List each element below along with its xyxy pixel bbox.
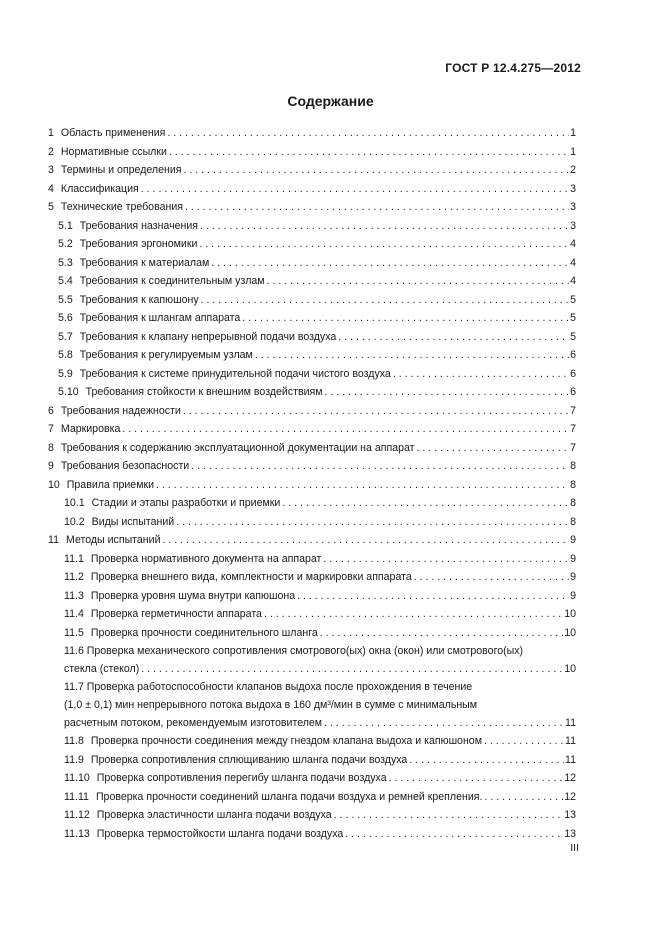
toc-entry-title: расчетным потоком, рекомендуемым изготовителем [64, 717, 323, 729]
toc-entry-page: 1 [570, 145, 576, 158]
toc-entry-number: 10 [48, 478, 60, 491]
toc-entry-title: Проверка прочности соединительного шланга [90, 626, 318, 639]
toc-entry[interactable] [48, 439, 576, 458]
toc-entry-number: 4 [48, 182, 54, 195]
toc-entry[interactable] [48, 494, 576, 513]
toc-entry-number: 5.3 [58, 256, 73, 269]
dot-leader [325, 383, 570, 402]
toc-entry-number: 1 [48, 127, 54, 139]
dot-leader [297, 587, 569, 606]
toc-entry-title: Проверка внешнего вида, комплектности и маркировки аппарата [90, 571, 412, 583]
toc-entry-page: 13 [564, 827, 576, 840]
toc-entry-page: 8 [570, 497, 576, 509]
table-of-contents [48, 124, 576, 843]
dot-leader [255, 346, 569, 365]
dot-leader [211, 254, 569, 273]
toc-entry-page: 6 [570, 367, 576, 380]
toc-entry-number: 11 [48, 534, 59, 546]
toc-entry[interactable] [48, 328, 576, 347]
toc-entry-page: 8 [570, 478, 576, 491]
toc-entry-title: Требования надежности [60, 404, 181, 417]
toc-entry[interactable] [48, 180, 576, 199]
toc-entry-number: 2 [48, 145, 54, 158]
toc-entry-title: Требования к капюшону [79, 293, 199, 306]
toc-entry-page: 4 [570, 256, 576, 269]
toc-entry-title: Проверка сопротивления сплющиванию шланга подачи воздуха [90, 753, 408, 766]
dot-leader [191, 457, 569, 476]
dot-leader [167, 124, 569, 143]
dot-leader [156, 476, 569, 495]
toc-entry-title: Проверка герметичности аппарата [90, 608, 262, 620]
toc-entry-title: Классификация [60, 182, 139, 195]
dot-leader [185, 198, 569, 217]
dot-leader [122, 420, 569, 439]
toc-entry-page: 7 [570, 423, 576, 435]
dot-leader [417, 439, 570, 458]
dot-leader [414, 568, 569, 587]
toc-entry[interactable] [48, 531, 576, 550]
toc-entry-page: 1 [570, 127, 576, 139]
toc-entry[interactable] [48, 346, 576, 365]
toc-entry-number: 10.1 [64, 497, 85, 509]
toc-entry-page: 6 [570, 349, 576, 361]
dot-leader [264, 605, 563, 624]
toc-entry-number: 5.5 [58, 293, 73, 306]
toc-entry[interactable] [48, 825, 576, 844]
dot-leader [169, 143, 569, 162]
toc-entry[interactable] [48, 587, 576, 606]
toc-entry-title: Требования безопасности [60, 460, 190, 472]
toc-entry[interactable] [48, 568, 576, 587]
toc-entry-title: Проверка уровня шума внутри капюшона [90, 589, 296, 602]
toc-entry-title: Маркировка [60, 423, 121, 435]
dot-leader [484, 788, 563, 807]
toc-entry-number: 11.9 [64, 753, 84, 766]
toc-entry-title: Требования к клапану непрерывной подачи воздуха [79, 330, 337, 343]
dot-leader [484, 732, 564, 751]
dot-leader [183, 402, 569, 421]
toc-entry[interactable] [48, 642, 576, 678]
toc-entry-page: 7 [570, 404, 576, 417]
toc-entry-title-line [64, 714, 576, 732]
toc-entry-page: 9 [570, 552, 576, 565]
toc-entry-page: 5 [570, 330, 576, 343]
document-header: ГОСТ Р 12.4.275—2012 [445, 61, 581, 75]
toc-entry-page: 8 [570, 515, 576, 528]
toc-entry-number: 11.4 [64, 608, 84, 620]
toc-entry-page: 12 [564, 772, 576, 784]
dot-leader [334, 806, 564, 825]
toc-entry-title: Требования к регулируемым узлам [79, 349, 253, 361]
toc-entry[interactable] [48, 217, 576, 236]
toc-entry-title: Проверка прочности соединения между гнездом клапана выдоха и капюшоном [90, 735, 482, 747]
dot-leader [242, 309, 569, 328]
toc-entry-page: 3 [570, 201, 576, 213]
toc-entry-number: 5 [48, 201, 54, 213]
toc-entry[interactable] [48, 365, 576, 384]
toc-entry[interactable] [48, 624, 576, 643]
toc-entry-number: 11.10 [64, 772, 90, 784]
toc-entry[interactable] [48, 788, 576, 807]
toc-entry-page: 5 [570, 293, 576, 306]
page-number: III [570, 842, 579, 854]
toc-entry-title: Требования к шлангам аппарата [79, 312, 241, 324]
page-title: Содержание [287, 93, 374, 109]
dot-leader [345, 825, 563, 844]
toc-entry-page: 9 [570, 534, 576, 546]
toc-entry[interactable] [48, 402, 576, 421]
dot-leader [201, 291, 569, 310]
toc-entry-number: 5.4 [58, 275, 73, 287]
toc-entry[interactable] [48, 309, 576, 328]
toc-entry-title: Виды испытаний [91, 515, 175, 528]
toc-entry-title: Проверка прочности соединений шланга подачи воздуха и ремней крепления. [95, 790, 483, 803]
toc-entry-page: 13 [564, 809, 576, 821]
toc-entry-title: Методы испытаний [66, 534, 161, 546]
toc-entry-page: 11 [565, 753, 576, 766]
dot-leader [338, 328, 569, 347]
toc-entry-number: 6 [48, 404, 54, 417]
dot-leader [176, 513, 569, 532]
toc-entry-number: 3 [48, 164, 54, 176]
toc-entry-page: 8 [570, 460, 576, 472]
toc-entry[interactable] [48, 550, 576, 569]
toc-entry-title: Технические требования [60, 201, 183, 213]
toc-entry-title: Требования к соединительным узлам [79, 275, 265, 287]
toc-entry[interactable] [48, 420, 576, 439]
toc-entry-number: 11.3 [64, 589, 84, 602]
toc-entry-title: Требования к системе принудительной подачи чистого воздуха [79, 367, 391, 380]
toc-entry[interactable] [48, 272, 576, 291]
toc-entry-page: 9 [570, 589, 576, 602]
toc-entry-number: 11.12 [64, 809, 90, 821]
toc-entry-number: 11.2 [64, 571, 84, 583]
toc-entry[interactable] [48, 383, 576, 402]
toc-entry[interactable] [48, 143, 576, 162]
toc-entry-number: 5.2 [58, 238, 73, 250]
toc-entry-number: 11.1 [64, 552, 84, 565]
toc-entry-number: 7 [48, 423, 54, 435]
toc-entry-title: Область применения [60, 127, 166, 139]
toc-entry-page: 9 [570, 571, 576, 583]
toc-entry-title: Требования к содержанию эксплуатационной документации на аппарат [60, 441, 415, 454]
toc-entry-number: 10.2 [64, 515, 85, 528]
toc-entry-page: 4 [570, 275, 576, 287]
toc-entry-title: Правила приемки [66, 478, 155, 491]
toc-entry-title: стекла (стекол) [64, 663, 140, 675]
toc-entry[interactable] [48, 124, 576, 143]
dot-leader [324, 714, 564, 732]
toc-entry-number: 11.8 [64, 735, 84, 747]
toc-entry-number: 11.11 [64, 790, 89, 803]
toc-entry-title-line: 11.7 Проверка работоспособности клапанов выдоха после прохождения в течение [64, 681, 473, 693]
toc-entry[interactable] [48, 291, 576, 310]
dot-leader [409, 751, 564, 770]
toc-entry-title-line: 11.6 Проверка механического сопротивления смотрового(ых) окна (окон) или смотрового(ых) [64, 645, 524, 657]
toc-entry-title-line: (1,0 ± 0,1) мин непрерывного потока выдоха в 160 дм³/мин в сумме с минимальным [64, 699, 478, 711]
toc-entry[interactable] [48, 605, 576, 624]
toc-entry[interactable] [48, 457, 576, 476]
dot-leader [323, 550, 569, 569]
toc-entry-number: 8 [48, 441, 54, 454]
toc-entry-title: Проверка эластичности шланга подачи воздуха [96, 809, 332, 821]
dot-leader [393, 365, 569, 384]
dot-leader [200, 217, 569, 236]
toc-entry[interactable] [48, 476, 576, 495]
toc-entry[interactable] [48, 806, 576, 825]
toc-entry-title: Проверка термостойкости шланга подачи воздуха [96, 827, 344, 840]
dot-leader [389, 769, 564, 788]
toc-entry-title: Нормативные ссылки [60, 145, 167, 158]
toc-entry[interactable] [48, 751, 576, 770]
toc-entry-title: Требования к материалам [79, 256, 210, 269]
dot-leader [163, 531, 570, 550]
toc-entry-title: Требования назначения [79, 219, 198, 232]
toc-entry[interactable] [48, 235, 576, 254]
toc-entry-page: 5 [570, 312, 576, 324]
toc-entry-number: 5.1 [58, 219, 73, 232]
toc-entry-title-line [64, 660, 576, 678]
toc-entry[interactable] [48, 732, 576, 751]
toc-entry-title: Стадии и этапы разработки и приемки [91, 497, 281, 509]
toc-entry-page: 11 [565, 717, 576, 729]
toc-entry-number: 5.7 [58, 330, 73, 343]
toc-entry-page: 10 [564, 663, 576, 675]
toc-entry-page: 12 [564, 790, 576, 803]
toc-entry-page: 3 [570, 182, 576, 195]
toc-entry-title: Термины и определения [60, 164, 182, 176]
toc-entry[interactable] [48, 678, 576, 732]
toc-entry[interactable] [48, 254, 576, 273]
dot-leader [320, 624, 563, 643]
toc-entry-title: Проверка сопротивления перегибу шланга подачи воздуха [96, 772, 387, 784]
toc-entry[interactable] [48, 161, 576, 180]
dot-leader [141, 180, 569, 199]
toc-entry-number: 11.13 [64, 827, 90, 840]
toc-entry-title: Проверка нормативного документа на аппарат [90, 552, 322, 565]
toc-entry-page: 3 [570, 219, 576, 232]
toc-entry-number: 5.8 [58, 349, 73, 361]
toc-entry-page: 10 [564, 608, 576, 620]
toc-entry-number: 9 [48, 460, 54, 472]
toc-entry-number: 5.9 [58, 367, 73, 380]
toc-entry-page: 6 [570, 386, 576, 398]
toc-entry-number: 5.10 [58, 386, 79, 398]
toc-entry[interactable] [48, 769, 576, 788]
toc-entry-page: 7 [570, 441, 576, 454]
toc-entry-page: 2 [570, 164, 576, 176]
dot-leader [282, 494, 569, 513]
dot-leader [141, 660, 563, 678]
dot-leader [267, 272, 570, 291]
toc-entry-number: 11.5 [64, 626, 84, 639]
toc-entry-title: Требования стойкости к внешним воздействиям [85, 386, 323, 398]
toc-entry-title: Требования эргономики [79, 238, 198, 250]
toc-entry-number: 5.6 [58, 312, 73, 324]
toc-entry[interactable] [48, 513, 576, 532]
dot-leader [184, 161, 570, 180]
toc-entry[interactable] [48, 198, 576, 217]
toc-entry-page: 11 [565, 735, 576, 747]
dot-leader [199, 235, 569, 254]
toc-entry-page: 10 [564, 626, 576, 639]
toc-entry-page: 4 [570, 238, 576, 250]
